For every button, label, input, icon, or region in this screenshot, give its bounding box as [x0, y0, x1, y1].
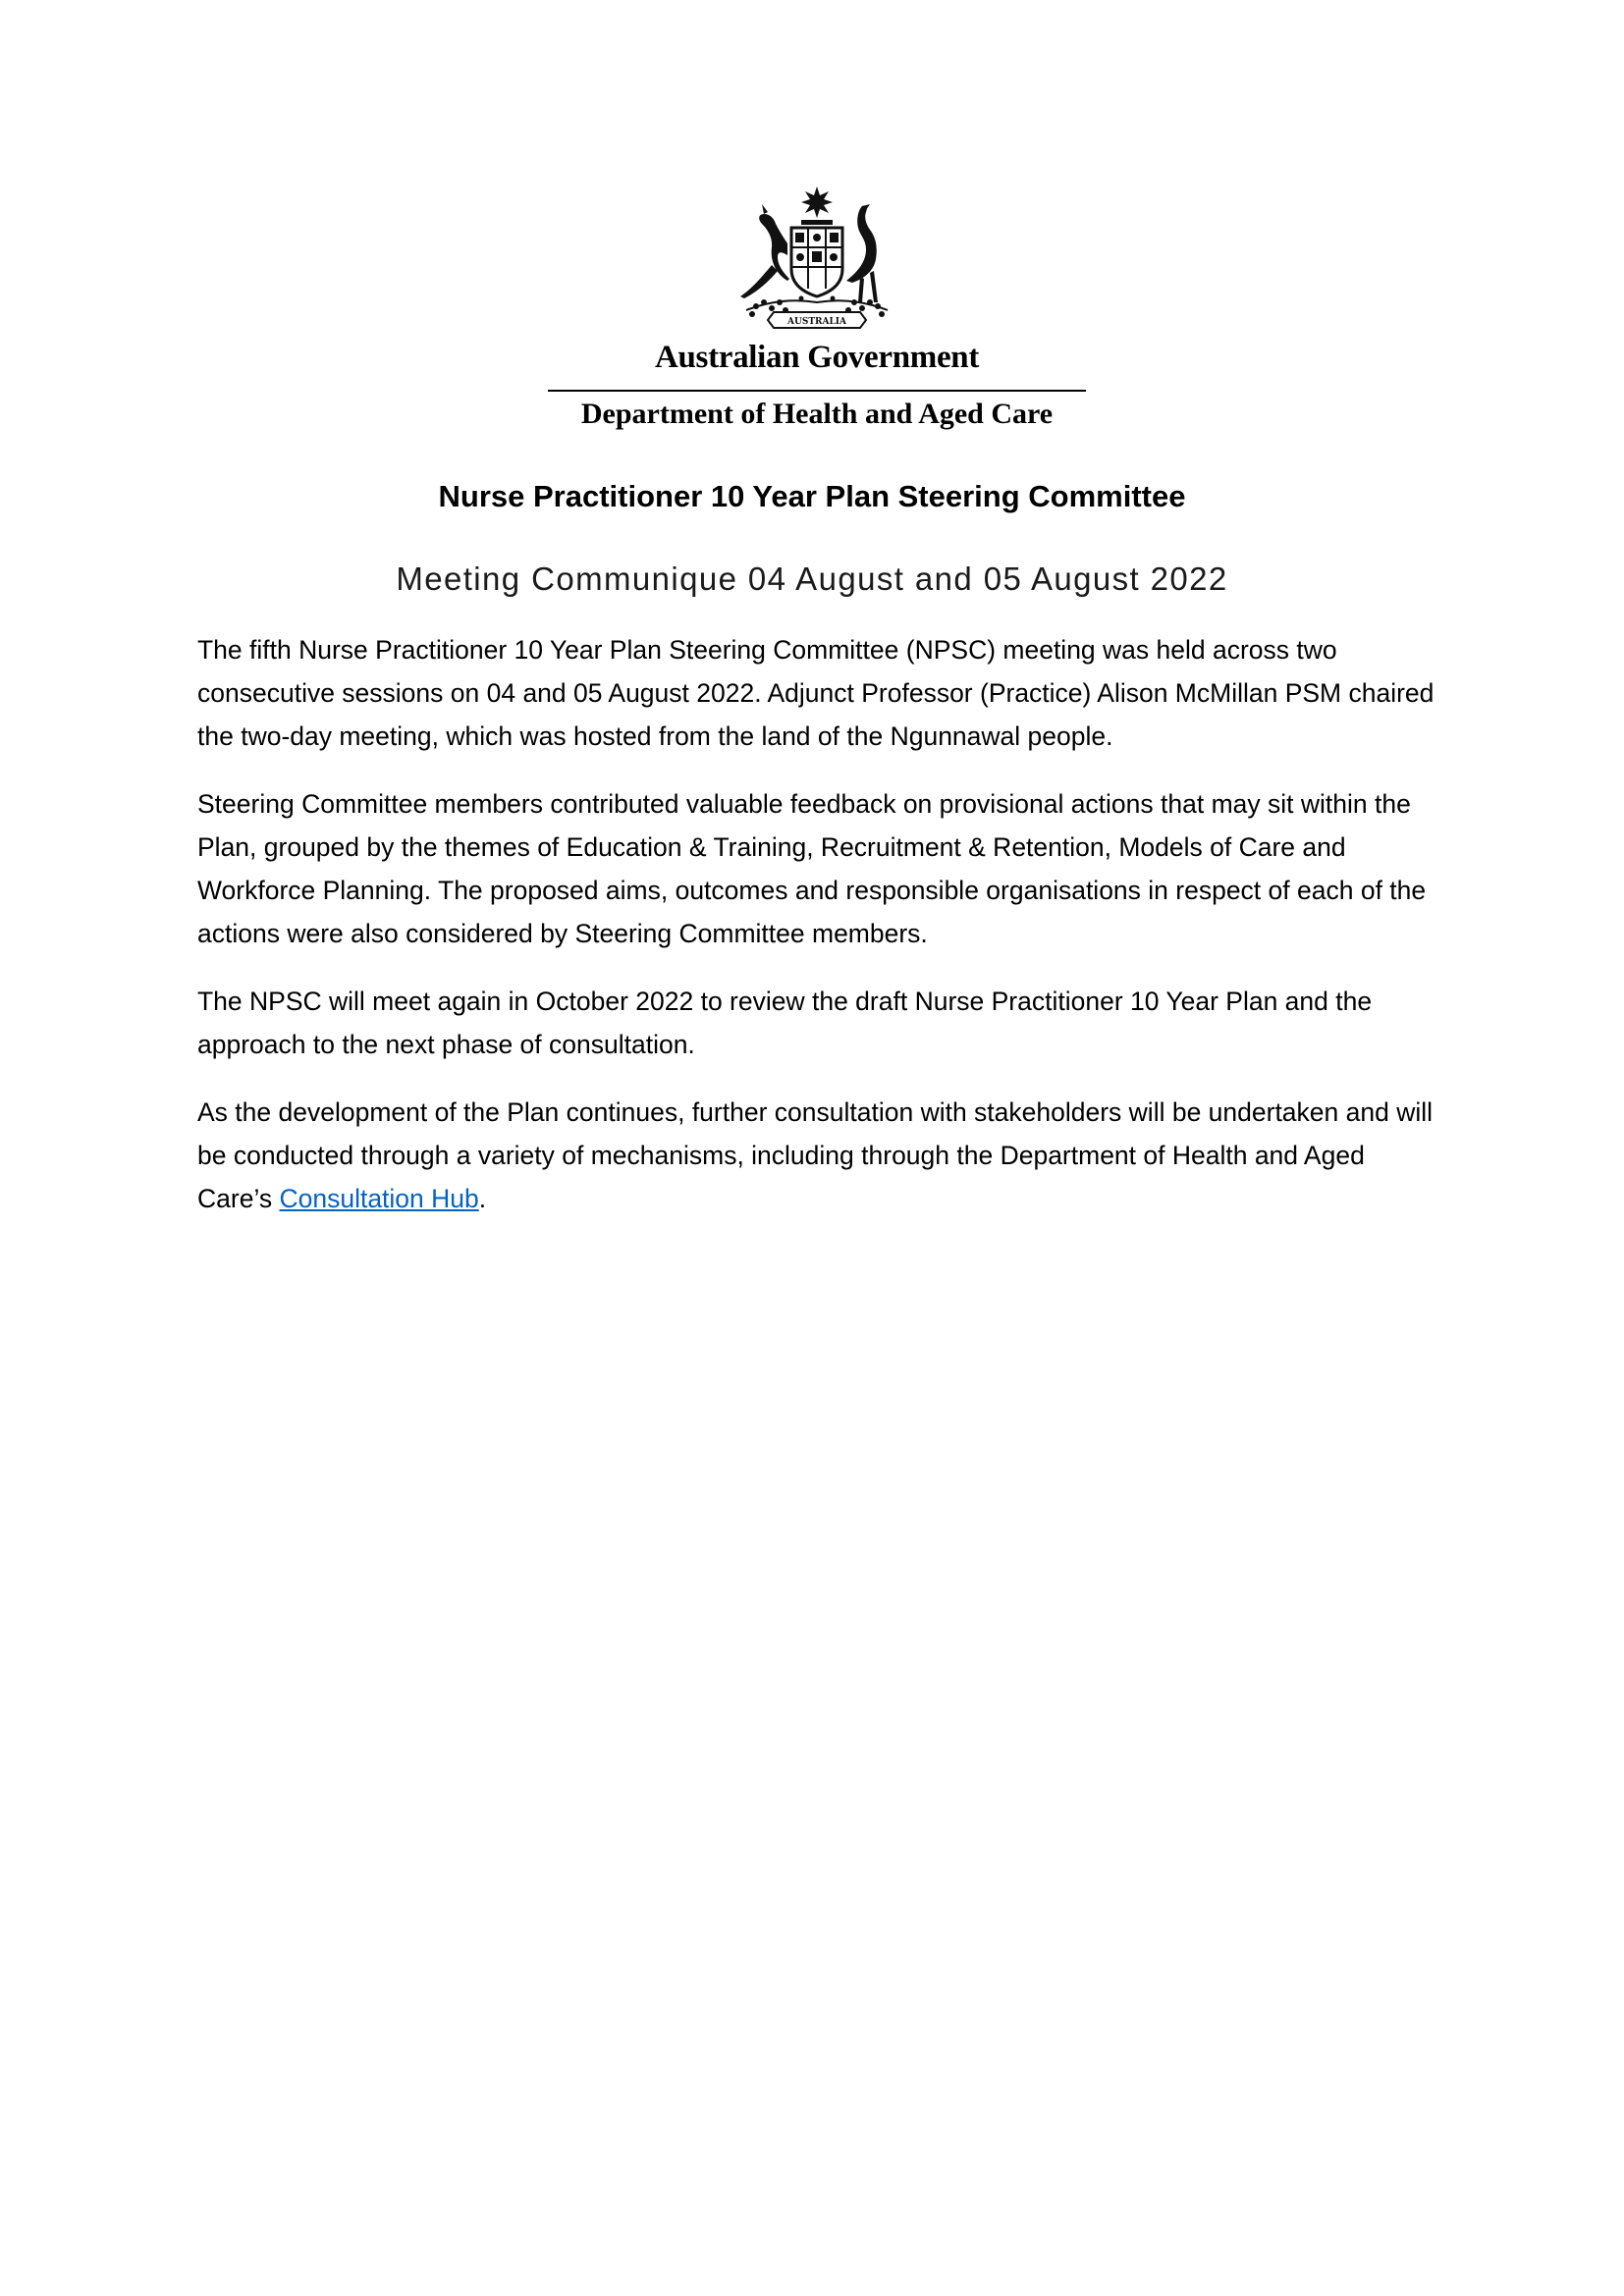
- department-name: Department of Health and Aged Care: [580, 398, 1054, 430]
- logo-divider: [548, 390, 1086, 392]
- coat-of-arms-icon: [723, 187, 911, 332]
- paragraph: The fifth Nurse Practitioner 10 Year Plan Steering Committee (NPSC) meeting was held across two consecutive sessions on 04 and 05 August 2022. Adjunct Professor (Practice) Alison McMillan PSM chaired the two-day meeting, which was hosted from the land of the Ngunnawal people.: [197, 635, 1435, 751]
- document-subtitle: Meeting Communique 04 August and 05 August 2022: [396, 561, 1228, 597]
- paragraph: Steering Committee members contributed valuable feedback on provisional actions that may sit within the Plan, grouped by the themes of Education & Training, Recruitment & Retention, Models of Care and Workforce Planning. The proposed aims, outcomes and responsible organisations in respect of each of the actions were also considered by Steering Committee members.: [197, 789, 1427, 948]
- paragraph: The NPSC will meet again in October 2022 to review the draft Nurse Practitioner 10 Year Plan and the approach to the next phase of consultation.: [197, 987, 1373, 1059]
- government-name: Australian Government: [654, 340, 980, 375]
- paragraph-with-link: [197, 1091, 1436, 1220]
- document-title: Nurse Practitioner 10 Year Plan Steering Committee: [438, 479, 1186, 513]
- consultation-hub-link[interactable]: Consultation Hub: [279, 1184, 479, 1213]
- government-logo: [548, 187, 1086, 444]
- paragraph-text-end: .: [478, 1184, 487, 1213]
- crest-motto: AUSTRALIA: [786, 317, 847, 327]
- paragraph-text: As the development of the Plan continues, further consultation with stakeholders will be undertaken and will be conducted through a variety of mechanisms, including through the Department of Health and Aged Care’s: [197, 1097, 1434, 1213]
- document-body: [197, 628, 1436, 1245]
